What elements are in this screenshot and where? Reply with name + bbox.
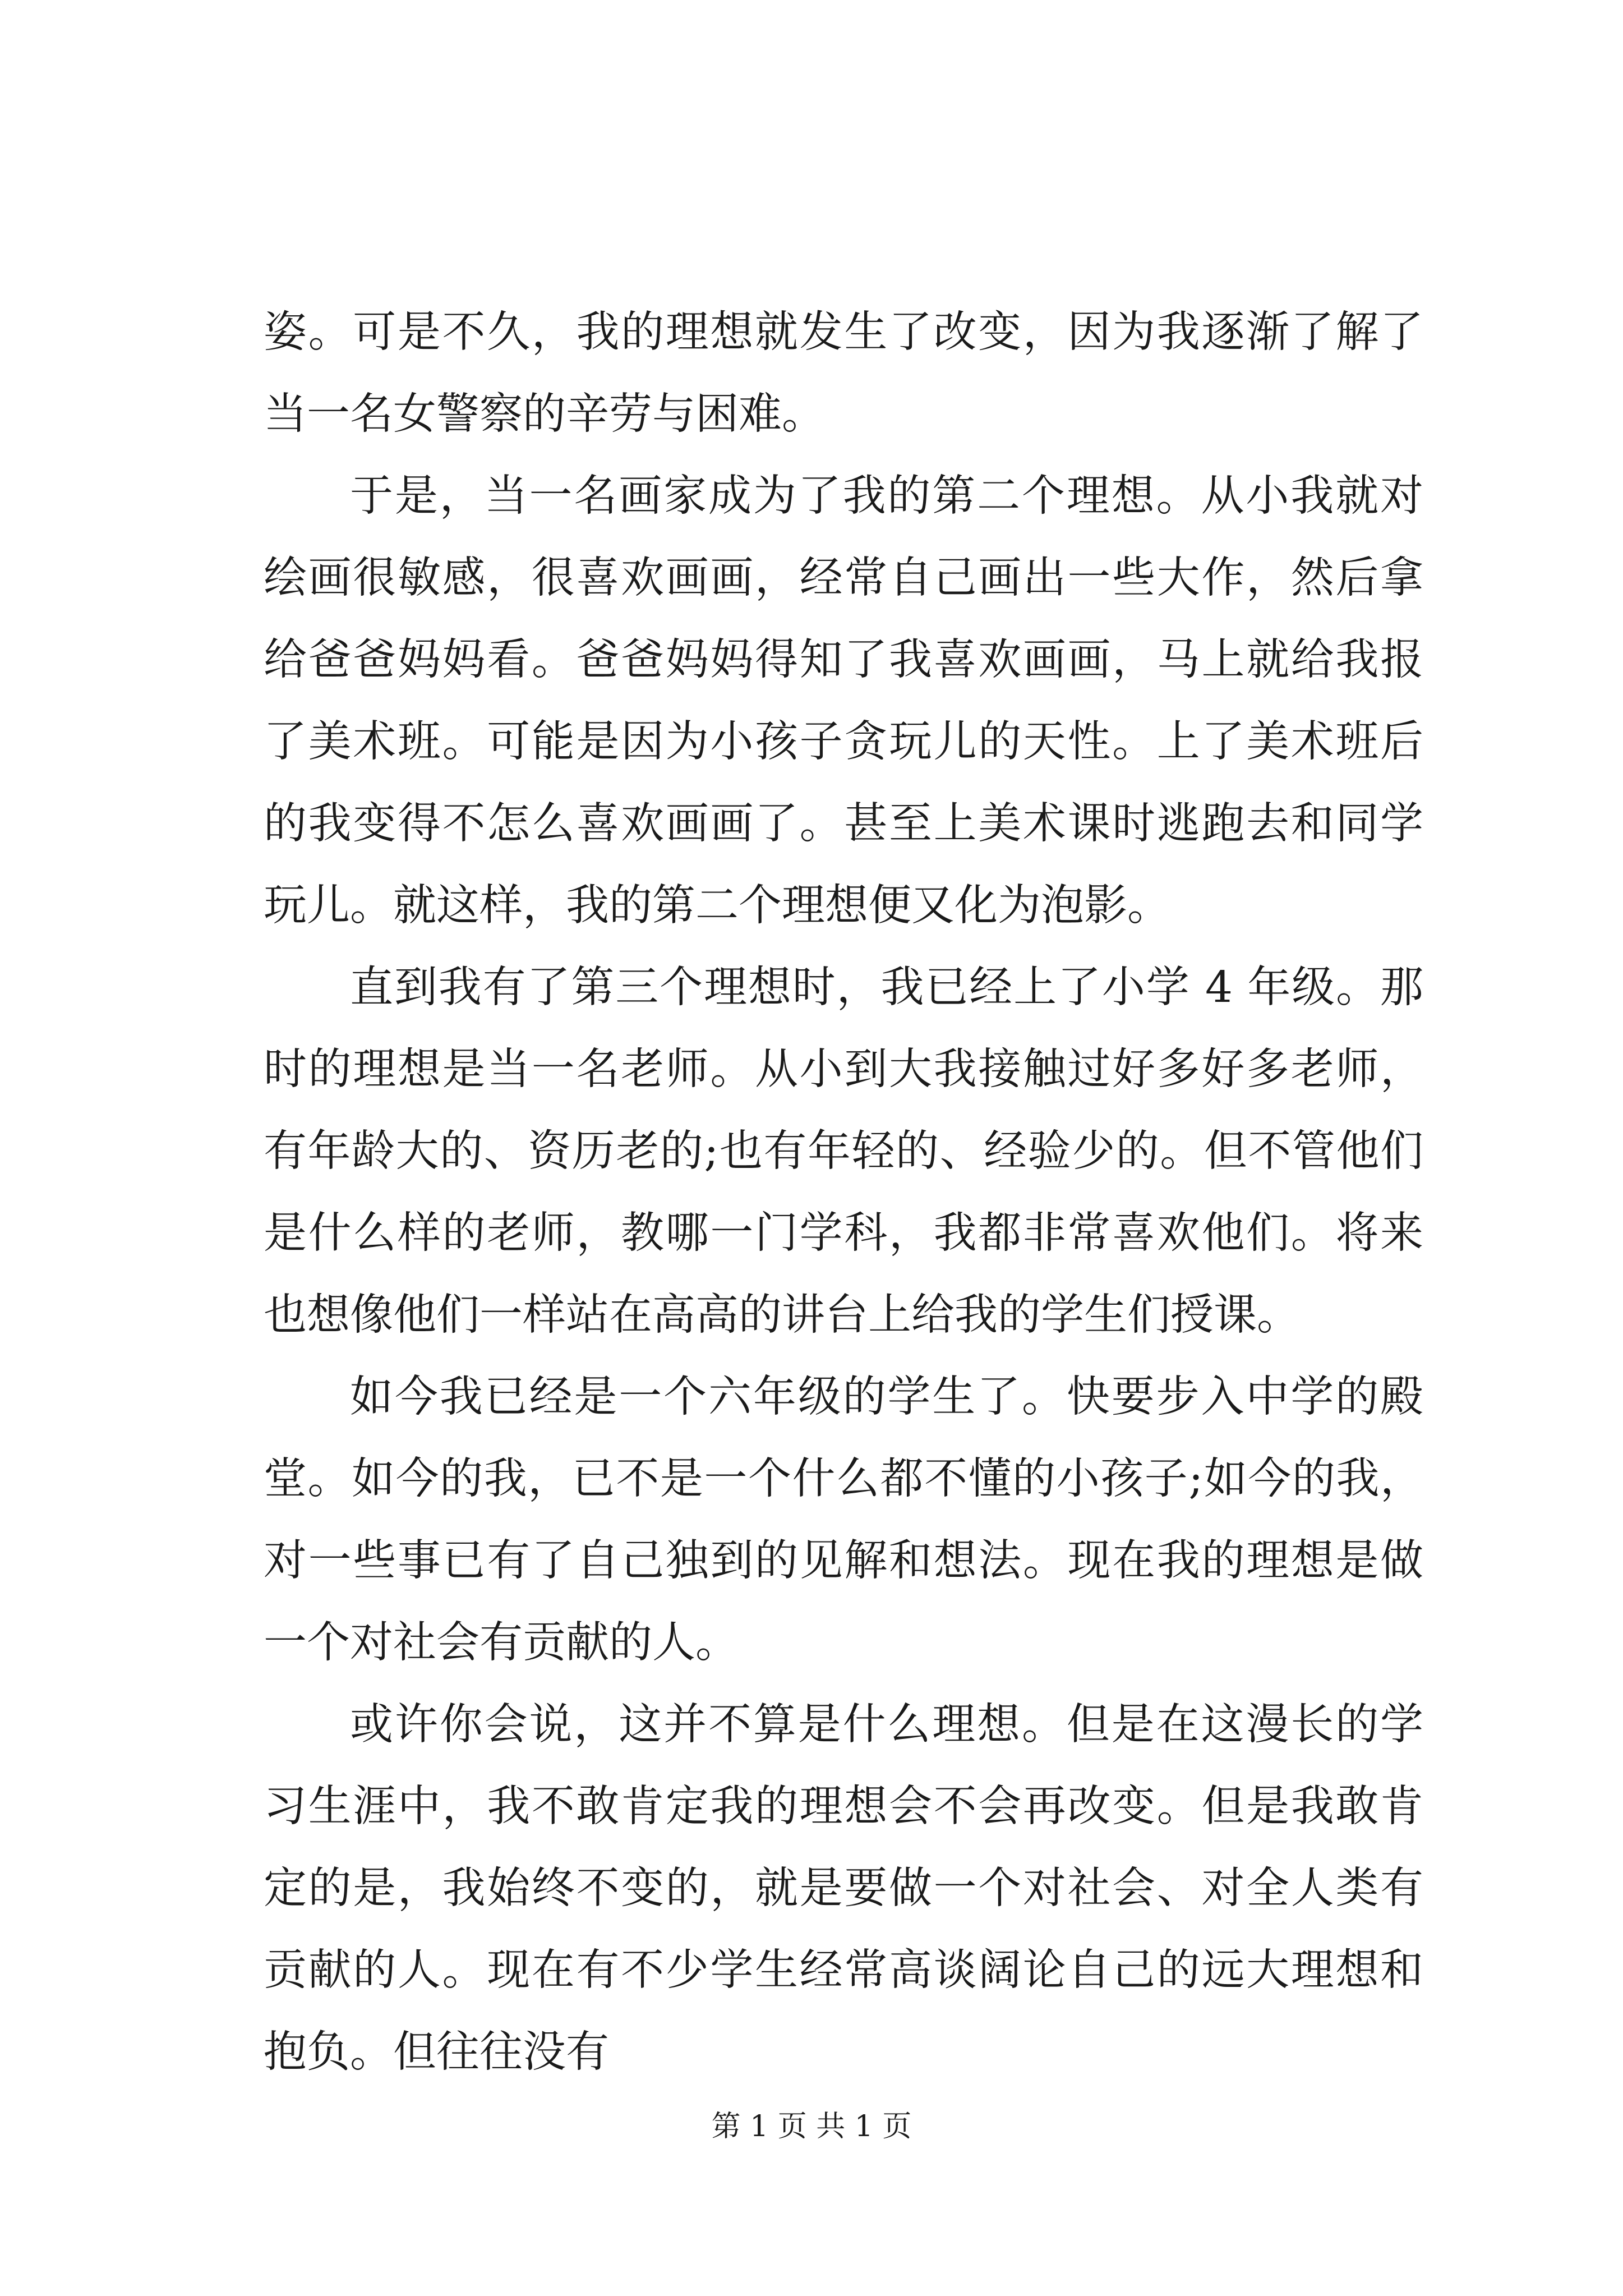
paragraph-3: 直到我有了第三个理想时，我已经上了小学 4 年级。那时的理想是当一名老师。从小到大我接触过好多好多老师，有年龄大的、资历老的;也有年轻的、经验少的。但不管他们是什么样的老师，教哪一门学科，我都非常喜欢他们。将来也想像他们一样站在高高的讲台上给我的学生们授课。: [264, 963, 1423, 1340]
paragraph-2: 于是，当一名画家成为了我的第二个理想。从小我就对绘画很敏感，很喜欢画画，经常自己画出一些大作，然后拿给爸爸妈妈看。爸爸妈妈得知了我喜欢画画，马上就给我报了美术班。可能是因为小孩子贪玩儿的天性。上了美术班后的我变得不怎么喜欢画画了。甚至上美术课时逃跑去和同学玩儿。就这样，我的第二个理想便又化为泡影。: [264, 471, 1423, 931]
page-footer: 第 1 页 共 1 页: [711, 2110, 912, 2143]
body-text: [264, 292, 1423, 2093]
paragraph-5: 或许你会说，这并不算是什么理想。但是在这漫长的学习生涯中，我不敢肯定我的理想会不会再改变。但是我敢肯定的是，我始终不变的，就是要做一个对社会、对全人类有贡献的人。现在有不少学生经常高谈阔论自己的远大理想和抱负。但往往没有: [264, 1700, 1423, 2077]
paragraph-4: 如今我已经是一个六年级的学生了。快要步入中学的殿堂。如今的我，已不是一个什么都不懂的小孩子;如今的我，对一些事已有了自己独到的见解和想法。现在我的理想是做一个对社会有贡献的人。: [264, 1372, 1423, 1668]
paragraph-1: 姿。可是不久，我的理想就发生了改变，因为我逐渐了解了当一名女警察的辛劳与困难。: [264, 307, 1423, 439]
